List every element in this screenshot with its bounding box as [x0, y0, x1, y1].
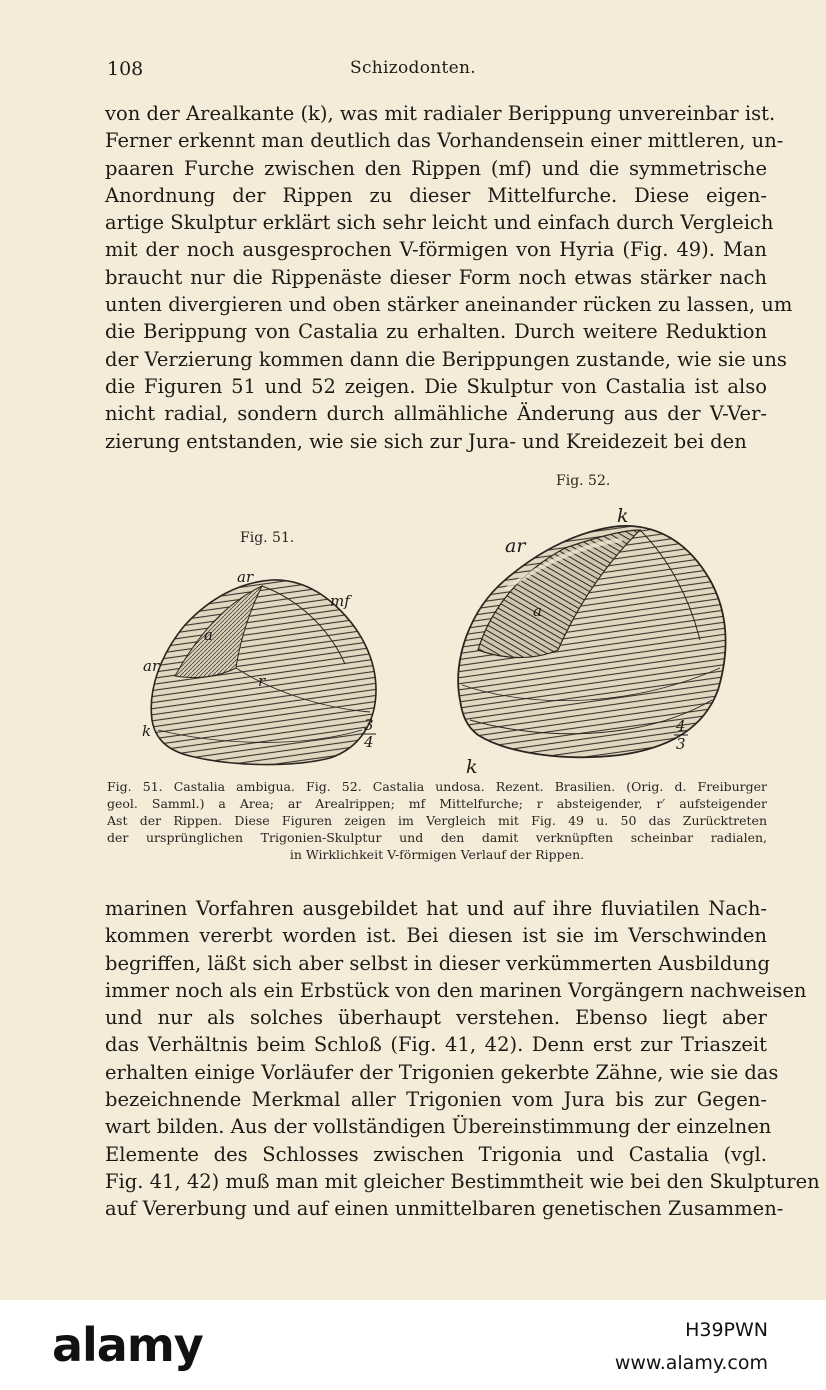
running-title: Schizodonten. [350, 58, 476, 78]
fig52-label-k-bottom: k [466, 756, 478, 778]
fig51-label-ar-left: ar [143, 657, 160, 675]
caption-line: geol. Samml.) a Area; ar Arealrippen; mf Mittelfurche; r absteigender, r′ aufsteigender [107, 796, 767, 811]
fig52-label-a: a [533, 602, 542, 620]
fig52-scale-denominator: 3 [676, 735, 686, 753]
text-line: Fig. 41, 42) muß man mit gleicher Bestimmtheit wie bei den Skulpturen [105, 1169, 820, 1193]
text-line: das Verhältnis beim Schloß (Fig. 41, 42). Denn erst zur Triaszeit [105, 1033, 767, 1057]
text-line: nicht radial, sondern durch allmähliche Änderung aus der V-Ver- [105, 402, 767, 426]
text-line: erhalten einige Vorläufer der Trigonien gekerbte Zähne, wie sie das [105, 1060, 779, 1084]
text-line: und nur als solches überhaupt verstehen. Ebenso liegt aber [105, 1006, 767, 1030]
text-line: die Berippung von Castalia zu erhalten. Durch weitere Reduktion [105, 320, 767, 344]
stock-image-id: H39PWN [685, 1319, 768, 1341]
stock-url: www.alamy.com [614, 1352, 768, 1374]
text-line: kommen vererbt worden ist. Bei diesen ist sie im Verschwinden [105, 924, 767, 948]
text-line: immer noch als ein Erbstück von den marinen Vorgängern nachweisen [105, 978, 807, 1002]
text-line: Ferner erkennt man deutlich das Vorhandensein einer mittleren, un- [105, 129, 784, 153]
fig51-label-a: a [204, 626, 213, 644]
paragraph-bottom [105, 895, 820, 1223]
caption-line: in Wirklichkeit V-förmigen Verlauf der Rippen. [289, 847, 585, 862]
caption-line: Fig. 51. Castalia ambigua. Fig. 52. Castalia undosa. Rezent. Brasilien. (Orig. d. Freiburger [107, 779, 767, 794]
text-line: die Figuren 51 und 52 zeigen. Die Skulptur von Castalia ist also [105, 374, 767, 398]
text-line: mit der noch ausgesprochen V-förmigen von Hyria (Fig. 49). Man [105, 238, 767, 262]
caption-line: der ursprünglichen Trigonien-Skulptur und den damit verknüpften scheinbar radialen, [107, 830, 767, 845]
fig51-title: Fig. 51. [240, 530, 295, 546]
fig51-scale-numerator: 3 [364, 716, 374, 734]
text-line: bezeichnende Merkmal aller Trigonien vom Jura bis zur Gegen- [105, 1088, 767, 1112]
text-line: marinen Vorfahren ausgebildet hat und auf ihre fluviatilen Nach- [105, 897, 767, 920]
text-line: Anordnung der Rippen zu dieser Mittelfurche. Diese eigen- [105, 183, 767, 207]
fig51-scale-denominator: 4 [364, 733, 374, 751]
page-number: 108 [107, 58, 144, 80]
fig52-label-k-top: k [617, 505, 629, 527]
text-line: unten divergieren und oben stärker aneinander rücken zu lassen, um [105, 293, 793, 317]
text-line: paaren Furche zwischen den Rippen (mf) und die symmetrische [105, 156, 767, 180]
figure-caption [107, 778, 767, 863]
text-line: wart bilden. Aus der vollständigen Übereinstimmung der einzelnen [105, 1115, 772, 1139]
text-line: von der Arealkante (k), was mit radialer Berippung unvereinbar ist. [105, 102, 776, 125]
caption-line: Ast der Rippen. Diese Figuren zeigen im Vergleich mit Fig. 49 u. 50 das Zurücktreten [107, 813, 767, 828]
fig52-title: Fig. 52. [556, 473, 611, 489]
fig51-label-mf: mf [330, 592, 350, 610]
text-line: artige Skulptur erklärt sich sehr leicht und einfach durch Vergleich [105, 211, 774, 235]
text-line: begriffen, läßt sich aber selbst in dieser verkümmerten Ausbildung [105, 951, 770, 975]
text-line: Elemente des Schlosses zwischen Trigonia und Castalia (vgl. [105, 1142, 767, 1166]
fig52-label-ar: ar [505, 535, 526, 557]
text-line: auf Vererbung und auf einen unmittelbaren genetischen Zusammen- [105, 1197, 784, 1221]
text-line: zierung entstanden, wie sie sich zur Jura- und Kreidezeit bei den [105, 429, 747, 453]
fig51-label-r: r [258, 672, 266, 690]
stock-logo: alamy [52, 1318, 203, 1372]
fig52-scale-numerator: 4 [676, 717, 686, 735]
text-line: der Verzierung kommen dann die Berippungen zustande, wie sie uns [105, 347, 787, 371]
text-line: braucht nur die Rippenäste dieser Form noch etwas stärker nach [105, 265, 767, 289]
fig51-label-k: k [142, 722, 152, 740]
fig51-label-ar-top: ar [237, 568, 254, 586]
